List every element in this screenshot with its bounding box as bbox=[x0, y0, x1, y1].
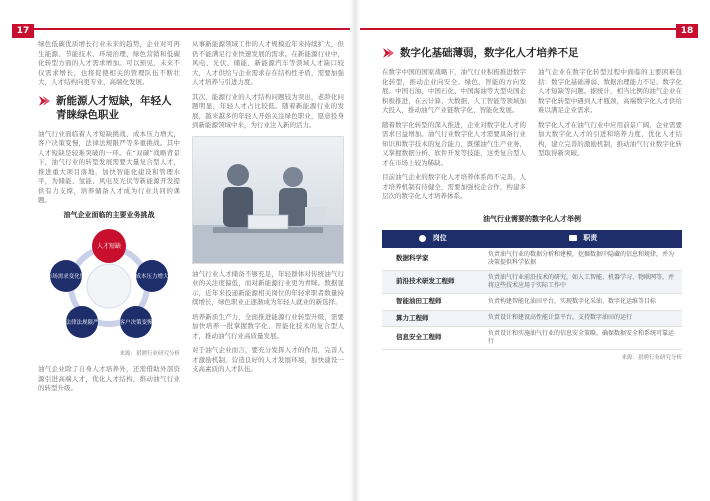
paragraph: 油气企业除了自身人才培养外，还需借助外部资源引进高端人才，优化人才结构，推动油气行业的转型升级。 bbox=[38, 365, 180, 392]
briefcase-icon bbox=[569, 235, 577, 241]
left-page-column-1 bbox=[38, 40, 180, 399]
role-name: 信息安全工程师 bbox=[382, 327, 484, 350]
right-rule bbox=[360, 28, 676, 30]
challenge-label-left: 市场需求变化快 bbox=[46, 274, 86, 280]
column-header-role bbox=[382, 230, 484, 248]
challenge-label-top: 人才短缺 bbox=[96, 243, 122, 250]
diagram-core bbox=[87, 264, 131, 308]
challenge-label-right: 成本压力增大 bbox=[135, 274, 169, 280]
digital-talent-table bbox=[382, 230, 682, 350]
right-page-columns bbox=[382, 68, 682, 207]
section-title: 新能源人才短缺，年轻人青睐绿色职业 bbox=[56, 94, 172, 121]
table-row bbox=[382, 271, 682, 294]
source-note: 来源：猎聘行业研究分析 bbox=[119, 350, 180, 357]
role-name: 智能油田工程师 bbox=[382, 294, 484, 311]
right-page-column-2 bbox=[538, 68, 682, 207]
challenge-node-bottom-left bbox=[65, 306, 99, 338]
business-meeting-photo bbox=[192, 136, 344, 264]
table-row bbox=[382, 294, 682, 311]
paragraph: 油气行业人才储备不够充足，年轻群体对传统油气行业的关注度偏低，而对新能源行业更为青睐。数据显示，近年来投递新能源相关岗位的年轻求职者数量持续增长，绿色职业正逐渐成为年轻人就业的新选择。 bbox=[192, 269, 344, 306]
left-rule bbox=[34, 28, 350, 30]
paragraph: 其次，能源行业的人才结构问题较为突出，老龄化问题明显，年轻人才占比较低。随着新能源行业的发展，越来越多的年轻人开始关注绿色职业，愿意投身到新能源领域中来，为行业注入新的活力。 bbox=[192, 92, 344, 129]
paragraph: 培养新质生产力，全面推进能源行业转型升级，需要加快培养一批掌握数字化、智能化技术的复合型人才，推动油气行业高质量发展。 bbox=[192, 312, 344, 340]
chevron-mark-icon bbox=[382, 47, 394, 59]
challenge-node-bottom-right bbox=[119, 306, 153, 338]
table-title: 油气行业需要的数字化人才举例 bbox=[483, 214, 581, 223]
challenge-label-bottom-left: 法律法规限严 bbox=[65, 320, 99, 326]
role-name: 数据科学家 bbox=[382, 248, 484, 271]
page-gutter bbox=[350, 0, 360, 501]
table-row bbox=[382, 310, 682, 327]
section-title: 数字化基础薄弱，数字化人才培养不足 bbox=[400, 47, 579, 59]
left-page-number: 17 bbox=[12, 24, 34, 38]
paragraph: 从事新能源领域工作的人才规模近年来持续扩大，但仍不能满足行业快速发展的需求。在新能源行业中，风电、光伏、储能、新能源汽车等领域人才缺口较大，人才供给与企业需求存在结构性矛盾，需要加强人才培养与引进力度。 bbox=[192, 40, 344, 86]
photo-illustration bbox=[193, 137, 343, 263]
role-desc: 负责设计和建设高性能计算平台，支持数字油田的运行 bbox=[484, 310, 682, 327]
paragraph: 随着数字化转型的深入推进，企业对数字化人才的需求日益增加。油气行业数字化人才需要具备行业知识和数字技术的复合能力，既懂油气生产业务，又掌握数据分析、软件开发等技能，这类复合型人才在市场上较为稀缺。 bbox=[382, 120, 526, 167]
paragraph: 油气行业面临着人才短缺挑战，成本压力增大，客户决策变慢，法律法规限严等多重挑战。其中人才短缺是较难突破的一环。在“双碳”战略背景下，油气行业的转型发展需要大量复合型人才，推进重大项目落地，加快智能化建设和管理水平，为储能、氢能、风电及光伏等新能源开发提供有力支撑，培养储备人才成为行业共同的课题。 bbox=[38, 129, 180, 204]
paragraph: 在数字中国的国家战略下，油气行业积极推进数字化转型，推动企业向安全、绿色、智能的方向发展。中国石油、中国石化、中国海油等大型央国企积极推进，在云计算、大数据、人工智能等领域加大投入，推动油气产业链数字化、智能化发展。 bbox=[382, 68, 526, 114]
diagram-title: 油气企业面临的主要业务挑战 bbox=[63, 210, 155, 219]
section-heading bbox=[38, 94, 180, 122]
column-header-desc-label: 职责 bbox=[583, 234, 598, 243]
role-desc: 负责设计和实施油气行业的信息安全策略，确保数据安全和系统可靠运行 bbox=[484, 327, 682, 350]
challenge-node-top bbox=[92, 229, 126, 263]
column-header-role-label: 岗位 bbox=[432, 234, 447, 243]
paragraph: 目前油气企业的数字化人才培养体系尚不完善，人才培养机制有待健全，需要加强校企合作，构建多层次的数字化人才培养体系。 bbox=[382, 173, 526, 200]
section-heading bbox=[382, 46, 682, 60]
paragraph: 绿色低碳优质增长行业未来的趋势，企业对可再生能源、节能技术、环境治理、绿色营销和低碳化转型方面的人才需求增加。可以预见，未来不仅需求增长，也将促使相关的管理队伍不断壮大，人才结构向更专业、高端化发展。 bbox=[38, 40, 180, 86]
right-page-column-1 bbox=[382, 68, 526, 207]
right-page bbox=[382, 40, 682, 364]
paragraph: 数字化人才在油气行业中应用前景广阔，企业需要加大数字化人才的引进和培养力度，优化人才结构，建立完善的激励机制，推动油气行业数字化转型取得新突破。 bbox=[538, 120, 682, 157]
chevron-mark-icon bbox=[38, 95, 50, 107]
role-desc: 负责构建智能化油田平台，实现数字化采油、数字化运维等目标 bbox=[484, 294, 682, 311]
column-header-desc bbox=[484, 230, 682, 248]
role-desc: 负责油气行业的数据分析和建模，挖掘数据中隐藏的信息和规律，并为决策提供科学依据 bbox=[484, 248, 682, 271]
role-desc: 负责油气行业前沿技术的研究，如人工智能、机器学习、物联网等，并将这些技术应用于实际工作中 bbox=[484, 271, 682, 294]
role-name: 算力工程师 bbox=[382, 310, 484, 327]
source-note: 来源：猎聘行业研究分析 bbox=[621, 355, 682, 361]
table-row bbox=[382, 248, 682, 271]
paragraph: 油气企业在数字化转型过程中面临的主要困难包括：数字化基础薄弱、数据治理能力不足、数字化人才短缺等问题。据统计，相当比例的油气企业在数字化转型中遇到人才瓶颈，高端数字化人才供给难以满足企业需求。 bbox=[538, 68, 682, 114]
table-header-row bbox=[382, 230, 682, 248]
right-page-number: 18 bbox=[676, 24, 698, 38]
challenges-diagram bbox=[38, 224, 180, 346]
table-row bbox=[382, 327, 682, 350]
paragraph: 对于油气企业而言，要充分发挥人才的作用，完善人才激励机制，营造良好的人才发展环境，加快建设一支高素质的人才队伍。 bbox=[192, 346, 344, 373]
left-page-column-2 bbox=[192, 40, 344, 380]
challenge-label-bottom-right: 客户决策变慢 bbox=[119, 320, 153, 326]
role-name: 前沿技术研发工程师 bbox=[382, 271, 484, 294]
person-icon bbox=[419, 235, 426, 242]
